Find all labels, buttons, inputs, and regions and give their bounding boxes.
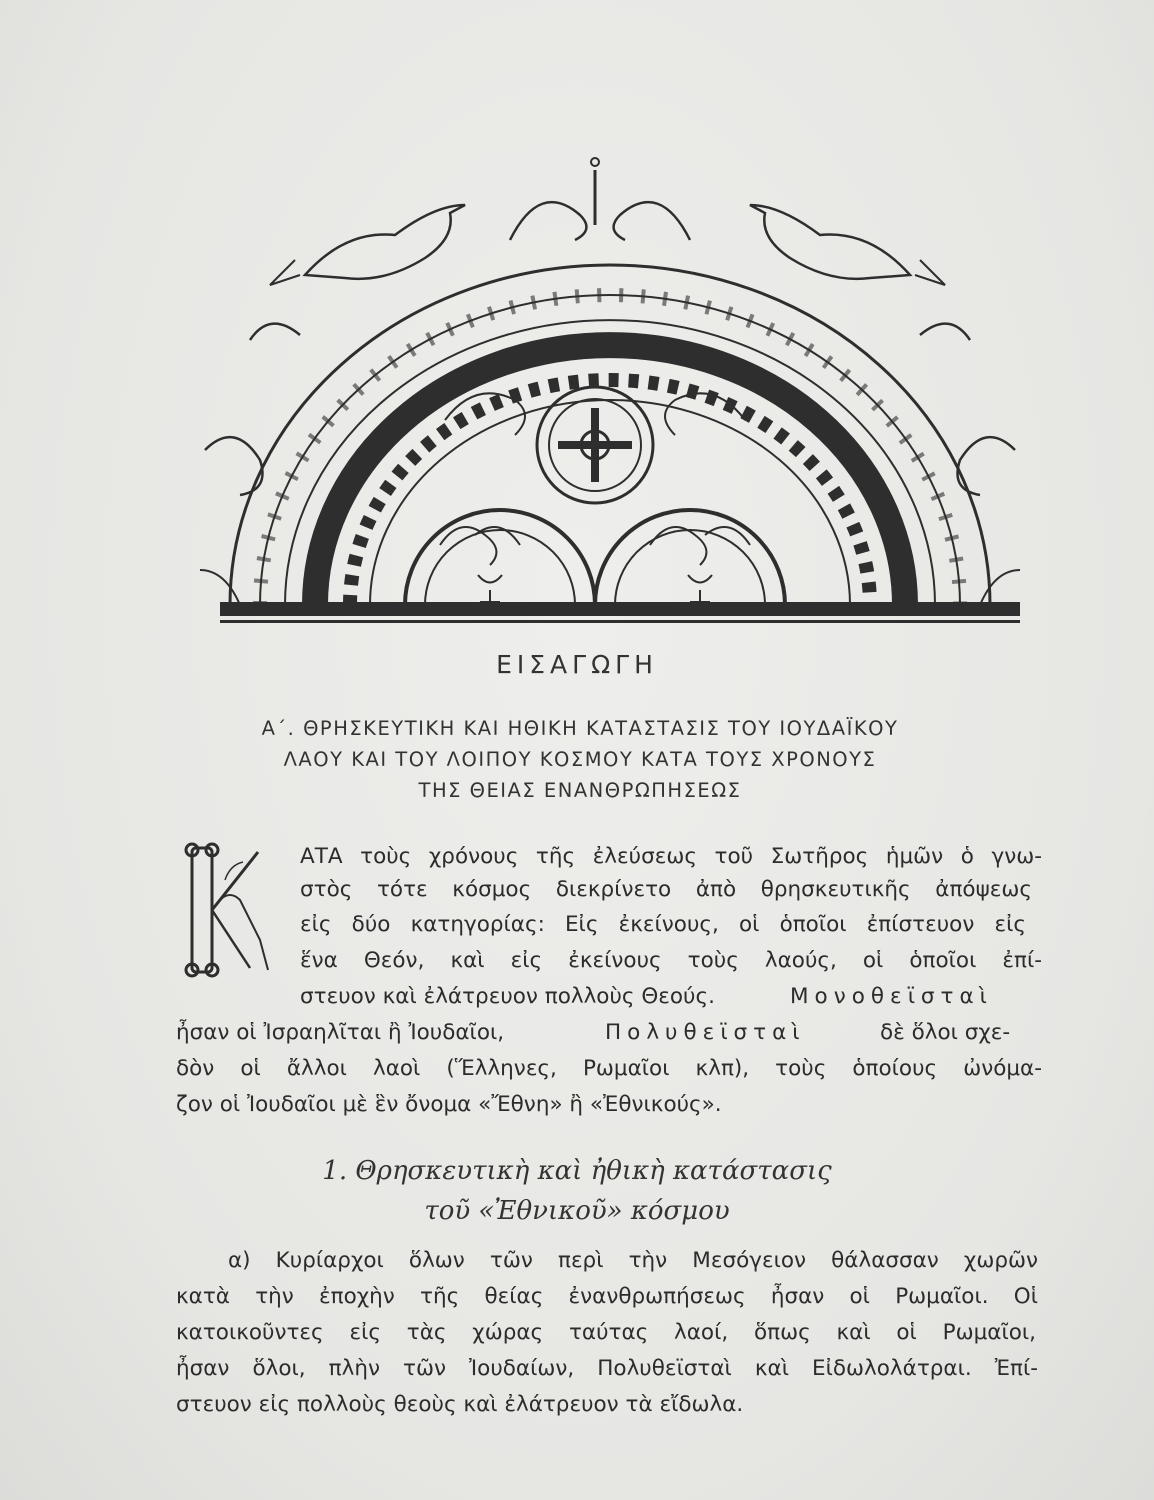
paragraph1-line-5: στευον καὶ ἐλάτρευον πολλοὺς Θεούς. bbox=[300, 984, 715, 1009]
section-title-line-2: τοῦ «Ἐθνικοῦ» κόσμου bbox=[424, 1196, 730, 1226]
paragraph1-line-1: ΑΤΑ τοὺς χρόνους τῆς ἐλεύσεως τοῦ Σωτῆρος ἡμῶν ὁ γνω- bbox=[300, 844, 1042, 869]
paragraph1-line-6: ἦσαν οἱ Ἰσραηλῖται ἢ Ἰουδαῖοι, bbox=[176, 1020, 505, 1045]
paragraph1-line-7: δὸν οἱ ἄλλοι λαοὶ (Ἕλληνες, Ρωμαῖοι κλπ), τοὺς ὁποίους ὠνόμα- bbox=[176, 1056, 1042, 1081]
paragraph1-emphasis-monotheists: Μονοθεϊσταὶ bbox=[790, 984, 993, 1009]
section-title-line-1: 1. Θρησκευτικὴ καὶ ἠθικὴ κατάστασις bbox=[322, 1156, 832, 1186]
paragraph1-line-8: ζον οἱ Ἰουδαῖοι μὲ ἓν ὄνομα «Ἔθνη» ἢ «Ἐθνικούς». bbox=[176, 1092, 722, 1117]
paragraph2-line-4: ἦσαν ὅλοι, πλὴν τῶν Ἰουδαίων, Πολυθεϊσταὶ καὶ Εἰδωλολάτραι. Ἐπί- bbox=[176, 1356, 1038, 1381]
paragraph2-line-2: κατὰ τὴν ἐποχὴν τῆς θείας ἐνανθρωπήσεως ἦσαν οἱ Ρωμαῖοι. Οἱ bbox=[176, 1284, 1038, 1309]
subtitle-line-2: ΛΑΟΥ ΚΑΙ ΤΟΥ ΛΟΙΠΟΥ ΚΟΣΜΟΥ ΚΑΤΑ ΤΟΥΣ ΧΡΟΝΟΥΣ bbox=[283, 748, 877, 771]
subtitle-line-3: ΤΗΣ ΘΕΙΑΣ ΕΝΑΝΘΡΩΠΗΣΕΩΣ bbox=[418, 779, 742, 802]
page-heading: ΕΙΣΑΓΩΓΗ bbox=[496, 650, 658, 679]
paragraph1-line-4: ἕνα Θεόν, καὶ εἰς ἐκείνους τοὺς λαούς, οἱ ὁποῖοι ἐπί- bbox=[300, 948, 1042, 973]
paragraph2-line-5: στευον εἰς πολλοὺς θεοὺς καὶ ἐλάτρευον τὰ εἴδωλα. bbox=[176, 1392, 744, 1417]
subtitle-line-1: Α΄. ΘΡΗΣΚΕΥΤΙΚΗ ΚΑΙ ΗΘΙΚΗ ΚΑΤΑΣΤΑΣΙΣ ΤΟΥ ΙΟΥΔΑΪΚΟΥ bbox=[261, 717, 899, 740]
paragraph1-emphasis-polytheists: Πολυθεϊσταὶ bbox=[605, 1020, 806, 1045]
paragraph2-line-1: α) Κυρίαρχοι ὅλων τῶν περὶ τὴν Μεσόγειον θάλασσαν χωρῶν bbox=[228, 1248, 1038, 1273]
paragraph2-line-3: κατοικοῦντες εἰς τὰς χώρας ταύτας λαοί, ὅπως καὶ οἱ Ρωμαῖοι, bbox=[176, 1320, 1036, 1345]
ornamental-headpiece bbox=[190, 150, 1030, 630]
drop-cap-initial bbox=[180, 840, 290, 980]
paragraph1-line-2: στὸς τότε κόσμος διεκρίνετο ἀπὸ θρησκευτικῆς ἀπόψεως bbox=[300, 877, 1032, 902]
paragraph1-line-6b: δὲ ὅλοι σχε- bbox=[880, 1020, 1011, 1045]
paragraph1-line-3: εἰς δύο κατηγορίας: Εἰς ἐκείνους, οἱ ὁποῖοι ἐπίστευον εἰς bbox=[300, 912, 1026, 937]
